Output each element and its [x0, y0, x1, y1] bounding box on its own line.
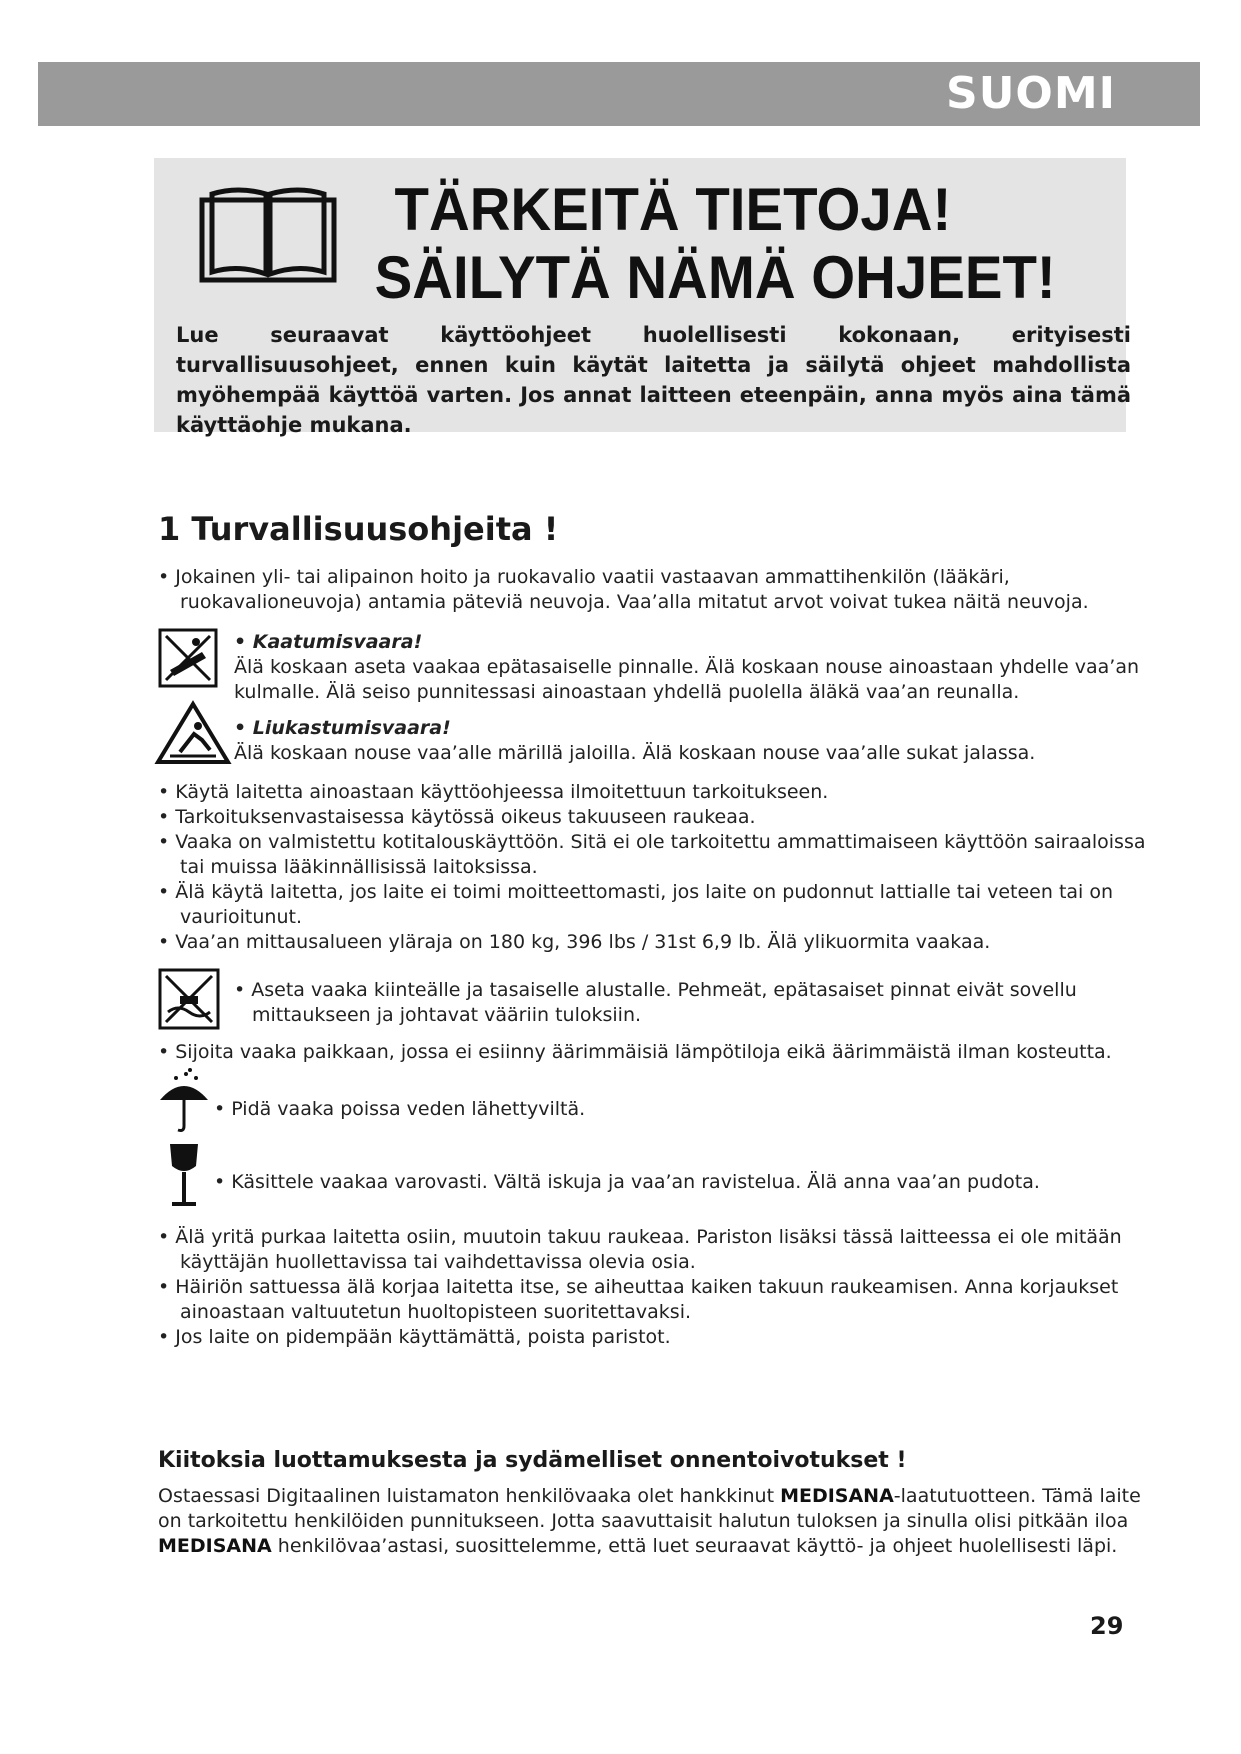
- tipping-title: • Kaatumisvaara!: [234, 631, 423, 653]
- tipping-text: Älä koskaan aseta vaakaa epätasaiselle pinnalle. Älä koskaan nouse ainoastaan yhdelle vaa’an: [234, 656, 1140, 678]
- thanks-text-line2: on tarkoitettu henkilöiden punnitukseen. Jotta saavuttaisit halutun tuloksen ja sinulla olisi pitkään iloa: [158, 1510, 1129, 1532]
- soft-surface-text: • Aseta vaaka kiinteälle ja tasaiselle alustalle. Pehmeät, epätasaiset pinnat eivät sovellu: [234, 979, 1077, 1001]
- fragile-glass-icon: [164, 1142, 204, 1208]
- water-text: • Pidä vaaka poissa veden lähettyviltä.: [214, 1098, 586, 1120]
- bullet-text: • Käytä laitetta ainoastaan käyttöohjeessa ilmoitettuun tarkoitukseen.: [158, 781, 829, 803]
- fragile-text: • Käsittele vaakaa varovasti. Vältä iskuja ja vaa’an ravistelua. Älä anna vaa’an pudota.: [214, 1171, 1040, 1193]
- bullet-text: • Älä käytä laitetta, jos laite ei toimi moitteettomasti, jos laite on pudonnut lattialle tai veteen tai on: [158, 881, 1114, 903]
- slipping-title: • Liukastumisvaara!: [234, 717, 451, 739]
- bullet-text: • Älä yritä purkaa laitetta osiin, muutoin takuu raukeaa. Pariston lisäksi tässä laitteessa ei ole mitään: [158, 1226, 1122, 1248]
- language-label: SUOMI: [946, 68, 1116, 119]
- important-notice-box: [154, 158, 1131, 437]
- bullet-text: • Jos laite on pidempään käyttämättä, poista paristot.: [158, 1326, 671, 1348]
- bullet-text: • Vaa’an mittausalueen yläraja on 180 kg, 396 lbs / 31st 6,9 lb. Älä ylikuormita vaakaa.: [158, 931, 991, 953]
- bullet-text: • Vaaka on valmistettu kotitalouskäyttöön. Sitä ei ole tarkoitettu ammattimaiseen käyttöön sairaaloissa: [158, 831, 1146, 853]
- slip-warning-icon: [154, 700, 232, 766]
- tipping-text: kulmalle. Älä seiso punnitessasi ainoastaan yhdellä puolella äläkä vaa’an reunalla.: [234, 681, 1020, 703]
- bullet-text: • Jokainen yli- tai alipainon hoito ja ruokavalio vaatii vastaavan ammattihenkilön (lääkäri,: [158, 566, 1010, 588]
- bullet-text: • Häiriön sattuessa älä korjaa laitetta itse, se aiheuttaa kaiken takuun raukeamisen. Anna korjaukset: [158, 1276, 1119, 1298]
- thanks-text-line3: MEDISANA henkilövaa’astasi, suosittelemme, että luet seuraavat käyttö- ja ohjeet huolellisesti läpi.: [158, 1535, 1118, 1557]
- no-tipping-icon: [158, 628, 218, 688]
- bullet-text: käyttäjän huollettavissa tai vaihdettavissa olevia osia.: [180, 1251, 696, 1273]
- bullet-text: ruokavalioneuvoja) antamia päteviä neuvoja. Vaa’alla mitatut arvot voivat tukea näitä neuvoja.: [180, 591, 1089, 613]
- bullet-text: • Sijoita vaaka paikkaan, jossa ei esiinny äärimmäisiä lämpötiloja eikä äärimmäistä ilman kosteutta.: [158, 1041, 1112, 1063]
- keep-dry-umbrella-icon: [156, 1068, 212, 1134]
- slipping-text: Älä koskaan nouse vaa’alle märillä jaloilla. Älä koskaan nouse vaa’alle sukat jalassa.: [234, 742, 1036, 764]
- thanks-text-line1: Ostaessasi Digitaalinen luistamaton henkilövaaka olet hankkinut MEDISANA-laatutuotteen. Tämä laite: [158, 1485, 1141, 1507]
- language-bar: [38, 62, 1200, 126]
- thanks-title: Kiitoksia luottamuksesta ja sydämelliset onnentoivotukset !: [158, 1448, 907, 1473]
- bullet-text: vaurioitunut.: [180, 906, 302, 928]
- soft-surface-text: mittaukseen ja johtavat vääriin tuloksiin.: [252, 1004, 642, 1026]
- bullet-text: tai muissa lääkinnällisissä laitoksissa.: [180, 856, 538, 878]
- notice-title-line1: TÄRKEITÄ TIETOJA!: [394, 176, 952, 243]
- no-soft-surface-icon: [158, 968, 220, 1030]
- bullet-text: ainoastaan valtuutetun huoltopisteen suoritettavaksi.: [180, 1301, 692, 1323]
- section-title-safety: 1 Turvallisuusohjeita !: [158, 510, 559, 548]
- bullet-text: • Tarkoituksenvastaisessa käytössä oikeus takuuseen raukeaa.: [158, 806, 756, 828]
- page-number: 29: [1090, 1612, 1124, 1640]
- notice-title-line2: SÄILYTÄ NÄMÄ OHJEET!: [374, 244, 1056, 311]
- notice-text: Lue seuraavat käyttöohjeet huolellisesti kokonaan, erityisesti turvallisuusohjeet, ennen kuin käytät laitetta ja säilytä ohjeet mahdollista myöhempää käyttöä varten. Jos annat laitteen eteenpäin, anna myös aina tämä käyttäohje mukana.: [176, 323, 1131, 437]
